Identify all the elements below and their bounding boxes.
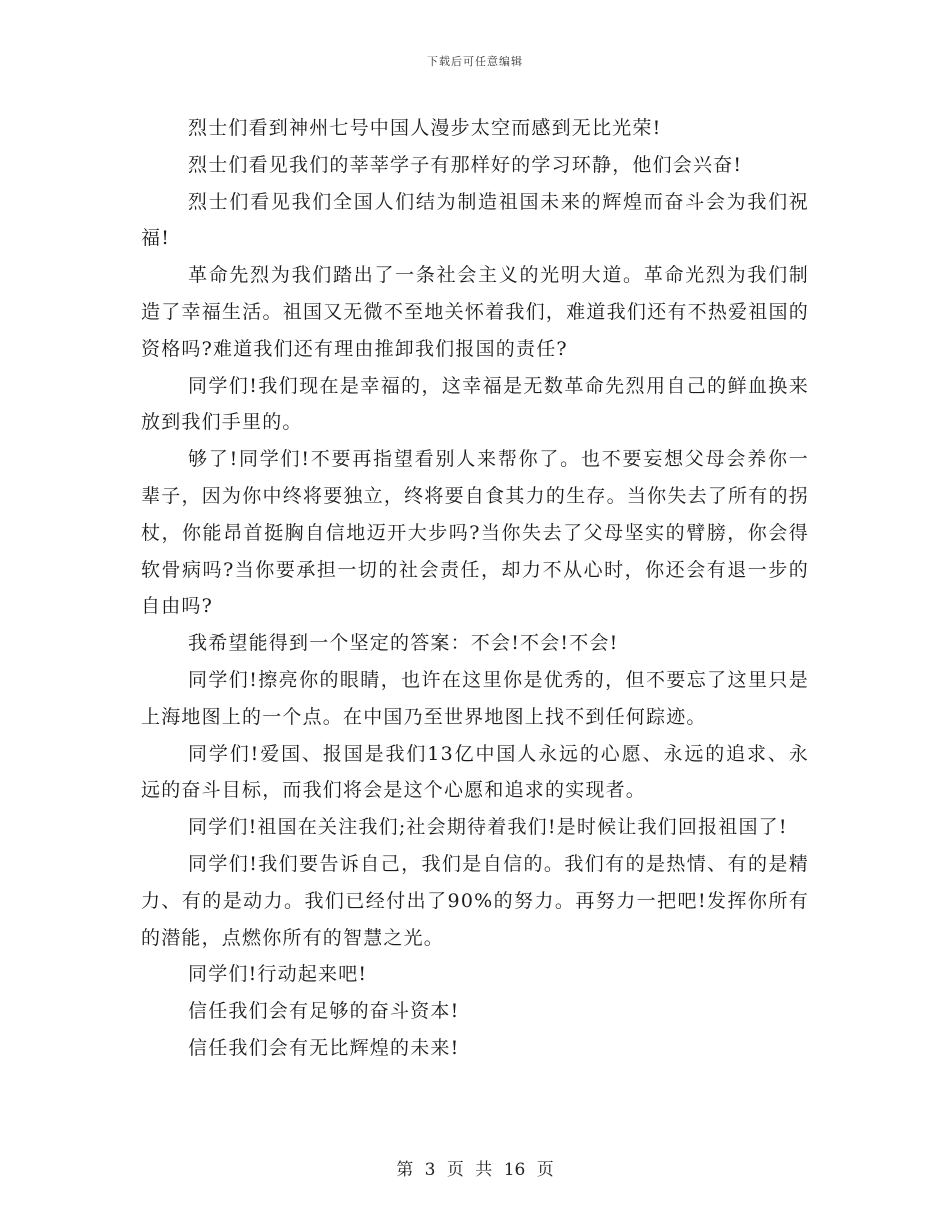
paragraph: 同学们!爱国、报国是我们13亿中国人永远的心愿、永远的追求、永远的奋斗目标，而我们将会是这个心愿和追求的实现者。	[141, 742, 809, 802]
paragraph: 信任我们会有无比辉煌的未来!	[188, 1036, 460, 1059]
page-header: 下载后可任意编辑	[427, 55, 523, 68]
page-number-footer: 第 3 页 共 16 页	[396, 1160, 554, 1180]
paragraph: 烈士们看到神州七号中国人漫步太空而感到无比光荣!	[188, 117, 662, 139]
paragraph: 烈士们看见我们全国人们结为制造祖国未来的辉煌而奋斗会为我们祝福!	[141, 190, 809, 250]
paragraph: 革命先烈为我们踏出了一条社会主义的光明大道。革命光烈为我们制造了幸福生活。祖国又无微不至地关怀着我们，难道我们还有不热爱祖国的资格吗?难道我们还有理由推卸我们报国的责任?	[141, 264, 809, 360]
paragraph: 够了!同学们!不要再指望看别人来帮你了。也不要妄想父母会养你一辈子，因为你中终将要独立，终将要自食其力的生存。当你失去了所有的拐杖，你能昂首挺胸自信地迈开大步吗?当你失去了父母坚实的臂膀，你会得软骨病吗?当你要承担一切的社会责任，却力不从心时，你还会有退一步的自由吗?	[141, 448, 809, 618]
paragraph: 同学们!行动起来吧!	[188, 963, 368, 986]
paragraph: 我希望能得到一个坚定的答案：不会!不会!不会!	[188, 632, 619, 655]
paragraph: 同学们!我们现在是幸福的，这幸福是无数革命先烈用自己的鲜血换来放到我们手里的。	[141, 374, 809, 434]
document-body	[141, 110, 809, 1067]
paragraph: 信任我们会有足够的奋斗资本!	[188, 1000, 460, 1023]
paragraph: 同学们!祖国在关注我们;社会期待着我们!是时候让我们回报祖国了!	[188, 816, 788, 839]
paragraph: 同学们!我们要告诉自己，我们是自信的。我们有的是热情、有的是精力、有的是动力。我们已经付出了90%的努力。再努力一把吧!发挥你所有的潜能，点燃你所有的智慧之光。	[141, 852, 809, 949]
paragraph: 烈士们看见我们的莘莘学子有那样好的学习环静，他们会兴奋!	[188, 153, 743, 176]
paragraph: 同学们!擦亮你的眼睛，也许在这里你是优秀的，但不要忘了这里只是上海地图上的一个点。在中国乃至世界地图上找不到任何踪迹。	[141, 668, 809, 728]
